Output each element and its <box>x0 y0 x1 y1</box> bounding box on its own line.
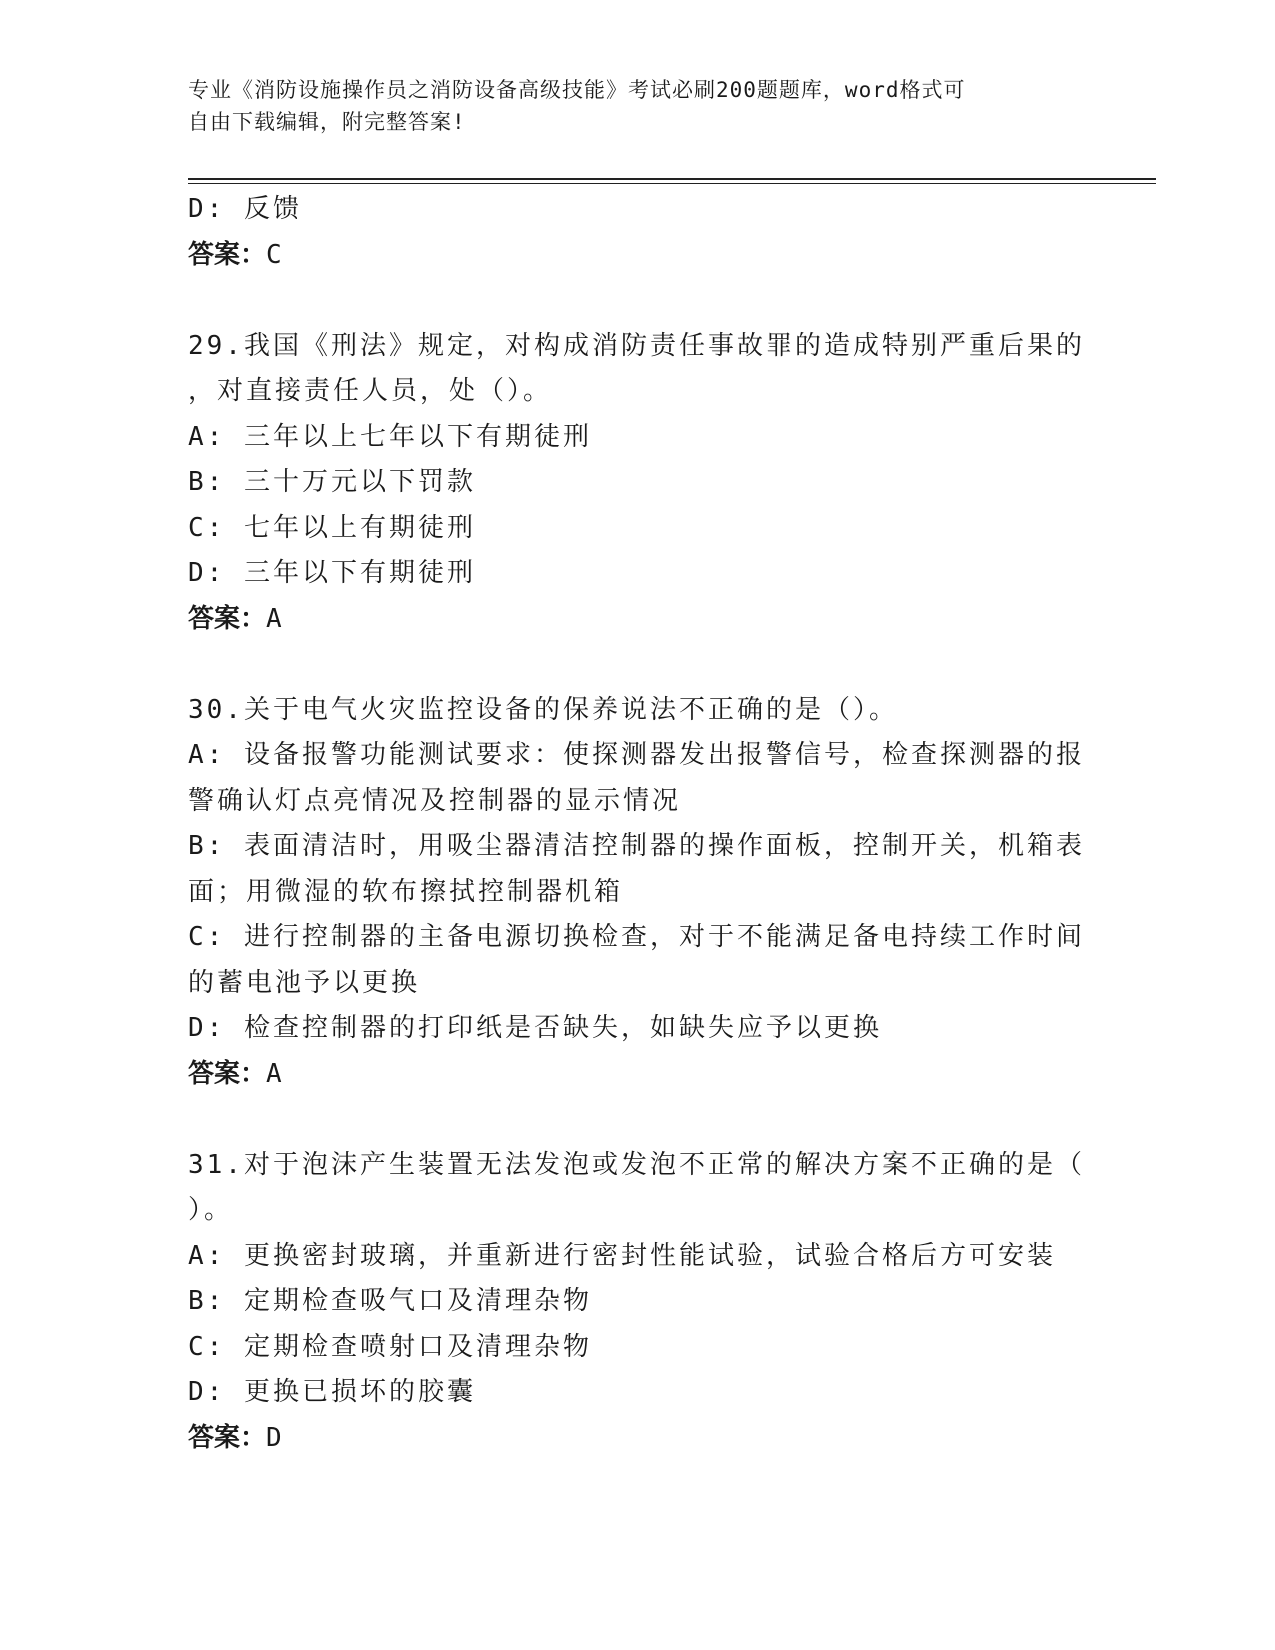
option-d: D: 检查控制器的打印纸是否缺失，如缺失应予以更换 <box>188 1013 882 1043</box>
answer-label: 答案： <box>188 603 267 634</box>
option-a: A: 三年以上七年以下有期徒刑 <box>188 421 592 452</box>
question-answer <box>188 1416 1088 1462</box>
answer-value: D <box>266 1422 283 1453</box>
page-header <box>188 74 1088 138</box>
question-29 <box>188 324 1088 643</box>
answer-label: 答案： <box>188 1422 267 1453</box>
option-a-continued: 警确认灯点亮情况及控制器的显示情况 <box>188 785 682 816</box>
header-title-line-1: 专业《消防设施操作员之消防设备高级技能》考试必刷200题题库，word格式可 <box>188 78 966 102</box>
carryover-option-d: D: 反馈 <box>188 194 302 224</box>
question-content <box>188 187 1088 1461</box>
option-b-continued: 面；用微湿的软布擦拭控制器机箱 <box>188 876 624 907</box>
spacer <box>188 642 1088 688</box>
option-d: D: 三年以下有期徒刑 <box>188 558 476 588</box>
question-answer <box>188 597 1088 643</box>
question-answer <box>188 1052 1088 1098</box>
question-stem: 30.关于电气火灾监控设备的保养说法不正确的是（）。 <box>188 694 898 725</box>
question-30 <box>188 688 1088 1098</box>
question-stem-continued: ）。 <box>188 1195 234 1225</box>
spacer <box>188 278 1088 324</box>
answer-label: 答案： <box>188 1058 267 1089</box>
header-title-line-2: 自由下载编辑，附完整答案! <box>188 110 466 134</box>
option-c: C: 定期检查喷射口及清理杂物 <box>188 1331 592 1362</box>
option-b: B: 表面清洁时，用吸尘器清洁控制器的操作面板，控制开关，机箱表 <box>188 831 1085 861</box>
option-a: A: 更换密封玻璃，并重新进行密封性能试验，试验合格后方可安装 <box>188 1240 1056 1271</box>
option-c: C: 七年以上有期徒刑 <box>188 512 476 543</box>
header-rule-thin <box>188 183 1156 184</box>
option-a: A: 设备报警功能测试要求：使探测器发出报警信号，检查探测器的报 <box>188 740 1085 770</box>
question-stem: 29.我国《刑法》规定，对构成消防责任事故罪的造成特别严重后果的 <box>188 330 1085 361</box>
header-rule-thick <box>188 178 1156 180</box>
option-c: C: 进行控制器的主备电源切换检查，对于不能满足备电持续工作时间 <box>188 922 1085 952</box>
option-d: D: 更换已损坏的胶囊 <box>188 1377 476 1407</box>
answer-value: C <box>266 239 283 270</box>
question-stem-continued: ，对直接责任人员，处（）。 <box>188 376 553 406</box>
answer-label: 答案： <box>188 239 267 270</box>
answer-value: A <box>266 1058 283 1089</box>
option-b: B: 三十万元以下罚款 <box>188 467 476 497</box>
option-b: B: 定期检查吸气口及清理杂物 <box>188 1286 592 1316</box>
spacer <box>188 1097 1088 1143</box>
question-31 <box>188 1143 1088 1462</box>
question-stem: 31.对于泡沫产生装置无法发泡或发泡不正常的解决方案不正确的是（ <box>188 1149 1085 1180</box>
carryover-answer <box>188 233 1088 279</box>
option-c-continued: 的蓄电池予以更换 <box>188 967 421 998</box>
answer-value: A <box>266 603 283 634</box>
